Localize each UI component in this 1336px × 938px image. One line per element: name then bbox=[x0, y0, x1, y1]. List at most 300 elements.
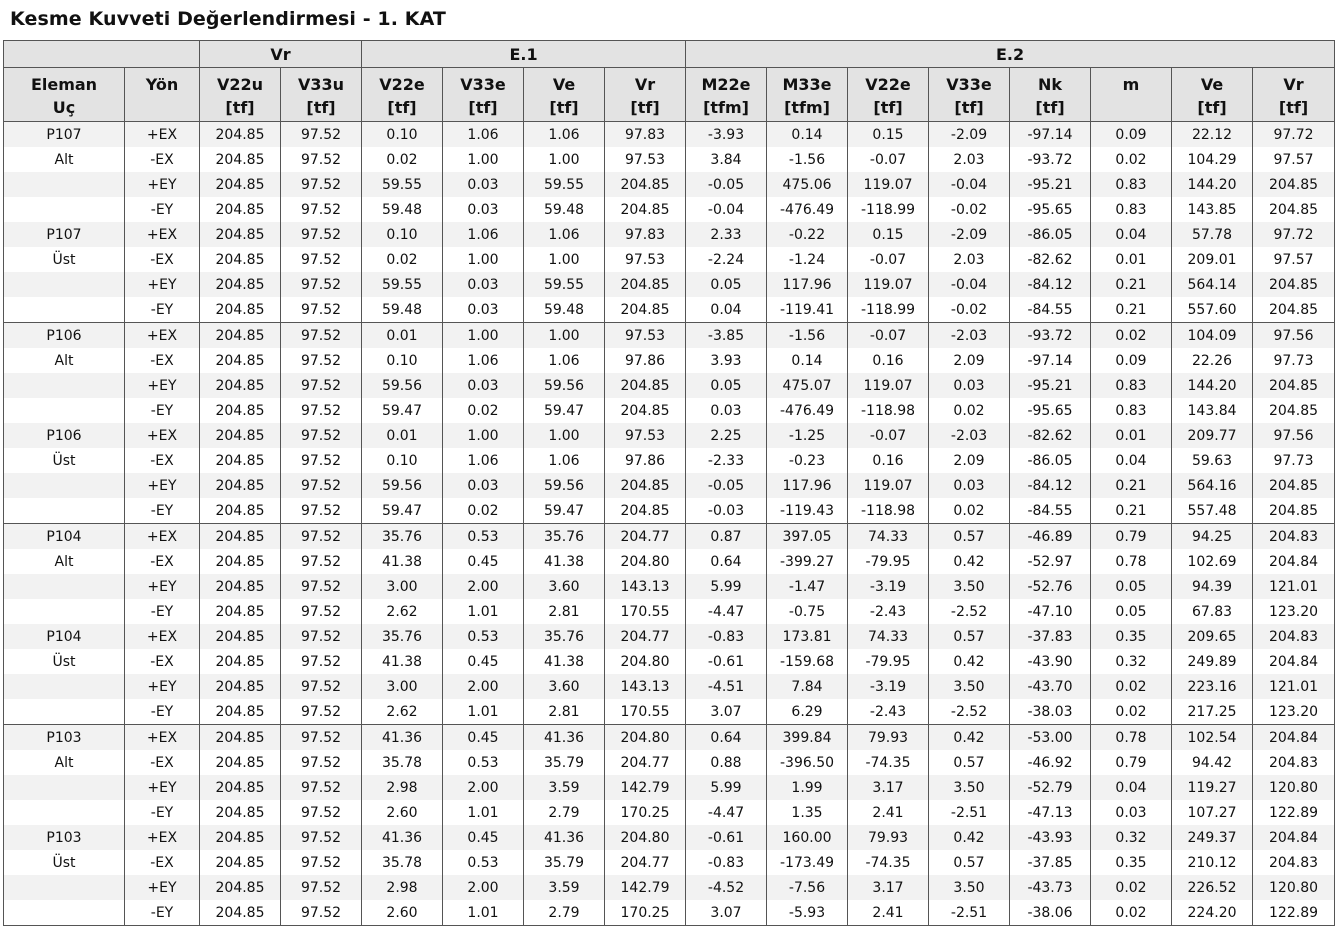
table-cell: -2.09 bbox=[929, 222, 1010, 247]
table-cell: 0.02 bbox=[443, 498, 524, 524]
table-cell bbox=[4, 900, 125, 926]
table-cell: +EY bbox=[125, 272, 200, 297]
table-cell: 0.83 bbox=[1091, 172, 1172, 197]
table-cell: 97.52 bbox=[281, 574, 362, 599]
table-cell: -46.92 bbox=[1010, 750, 1091, 775]
page-title: Kesme Kuvveti Değerlendirmesi - 1. KAT bbox=[10, 8, 446, 30]
table-cell: 97.52 bbox=[281, 373, 362, 398]
column-header-unit: [tfm] bbox=[767, 94, 848, 122]
table-cell: 97.52 bbox=[281, 875, 362, 900]
table-cell: 97.86 bbox=[605, 448, 686, 473]
table-cell: 1.01 bbox=[443, 699, 524, 725]
column-header: V22u bbox=[200, 68, 281, 95]
table-cell: 1.00 bbox=[443, 247, 524, 272]
table-cell: P103 bbox=[4, 725, 125, 751]
table-cell: 142.79 bbox=[605, 775, 686, 800]
table-cell: 399.84 bbox=[767, 725, 848, 751]
table-cell: 104.09 bbox=[1172, 323, 1253, 349]
table-cell: -4.51 bbox=[686, 674, 767, 699]
table-row bbox=[4, 473, 1335, 498]
table-cell: 1.06 bbox=[524, 448, 605, 473]
table-cell: 2.60 bbox=[362, 900, 443, 926]
table-cell: 97.53 bbox=[605, 147, 686, 172]
table-cell: Alt bbox=[4, 750, 125, 775]
table-cell: -2.51 bbox=[929, 900, 1010, 926]
column-header-unit: [tf] bbox=[443, 94, 524, 122]
column-header-unit: [tf] bbox=[200, 94, 281, 122]
table-cell: 121.01 bbox=[1253, 674, 1335, 699]
table-cell: -79.95 bbox=[848, 549, 929, 574]
table-cell: 97.52 bbox=[281, 599, 362, 624]
table-row bbox=[4, 448, 1335, 473]
column-header: Vr bbox=[1253, 68, 1335, 95]
table-cell: 204.85 bbox=[200, 122, 281, 148]
table-cell: 204.84 bbox=[1253, 825, 1335, 850]
table-cell: 1.99 bbox=[767, 775, 848, 800]
table-cell: 0.83 bbox=[1091, 197, 1172, 222]
table-cell: 97.52 bbox=[281, 222, 362, 247]
table-cell: 204.85 bbox=[200, 272, 281, 297]
table-cell: +EX bbox=[125, 624, 200, 649]
table-cell: 142.79 bbox=[605, 875, 686, 900]
table-cell: 97.52 bbox=[281, 473, 362, 498]
table-row bbox=[4, 725, 1335, 751]
table-cell: -1.47 bbox=[767, 574, 848, 599]
column-header: V22e bbox=[848, 68, 929, 95]
table-cell: 41.36 bbox=[524, 725, 605, 751]
table-cell bbox=[4, 297, 125, 323]
table-cell: 59.48 bbox=[362, 197, 443, 222]
table-cell: -82.62 bbox=[1010, 423, 1091, 448]
table-cell: +EX bbox=[125, 323, 200, 349]
column-header: Eleman bbox=[4, 68, 125, 95]
table-cell: 210.12 bbox=[1172, 850, 1253, 875]
table-row bbox=[4, 398, 1335, 423]
table-cell: P104 bbox=[4, 524, 125, 550]
table-cell: -3.19 bbox=[848, 574, 929, 599]
table-cell: 35.78 bbox=[362, 850, 443, 875]
table-cell: 170.25 bbox=[605, 900, 686, 926]
table-cell: 97.52 bbox=[281, 323, 362, 349]
table-cell: -38.06 bbox=[1010, 900, 1091, 926]
table-cell: 2.09 bbox=[929, 448, 1010, 473]
table-cell: 0.03 bbox=[443, 297, 524, 323]
table-cell: 0.78 bbox=[1091, 725, 1172, 751]
table-cell: 0.02 bbox=[362, 247, 443, 272]
table-cell: -173.49 bbox=[767, 850, 848, 875]
table-cell: -EY bbox=[125, 398, 200, 423]
table-row bbox=[4, 323, 1335, 349]
table-cell: -93.72 bbox=[1010, 147, 1091, 172]
table-row bbox=[4, 674, 1335, 699]
table-cell: -EY bbox=[125, 800, 200, 825]
table-row bbox=[4, 900, 1335, 926]
table-cell: 2.81 bbox=[524, 699, 605, 725]
table-cell: -95.65 bbox=[1010, 398, 1091, 423]
table-cell: -EX bbox=[125, 348, 200, 373]
table-row bbox=[4, 574, 1335, 599]
table-cell: 204.85 bbox=[1253, 172, 1335, 197]
table-cell: 204.85 bbox=[200, 147, 281, 172]
table-cell: 119.07 bbox=[848, 172, 929, 197]
table-cell: 97.52 bbox=[281, 247, 362, 272]
table-cell: 120.80 bbox=[1253, 775, 1335, 800]
table-cell: 5.99 bbox=[686, 574, 767, 599]
table-cell: 3.17 bbox=[848, 775, 929, 800]
table-cell: 0.04 bbox=[686, 297, 767, 323]
table-cell: 97.83 bbox=[605, 222, 686, 247]
table-cell: 0.10 bbox=[362, 448, 443, 473]
table-cell: 97.52 bbox=[281, 122, 362, 148]
table-cell: 0.02 bbox=[929, 398, 1010, 423]
table-cell: 204.85 bbox=[1253, 373, 1335, 398]
table-cell: 564.14 bbox=[1172, 272, 1253, 297]
table-cell: -EY bbox=[125, 297, 200, 323]
table-cell: 1.06 bbox=[443, 222, 524, 247]
table-cell: -1.25 bbox=[767, 423, 848, 448]
table-cell: 170.25 bbox=[605, 800, 686, 825]
table-cell: 0.32 bbox=[1091, 649, 1172, 674]
table-cell: 0.53 bbox=[443, 750, 524, 775]
table-cell: -118.98 bbox=[848, 398, 929, 423]
table-row bbox=[4, 875, 1335, 900]
table-cell: 59.47 bbox=[524, 498, 605, 524]
table-cell: -0.83 bbox=[686, 624, 767, 649]
table-cell: -EX bbox=[125, 850, 200, 875]
table-cell: -0.04 bbox=[929, 272, 1010, 297]
table-cell: -4.47 bbox=[686, 599, 767, 624]
table-cell: 170.55 bbox=[605, 599, 686, 624]
table-row bbox=[4, 498, 1335, 524]
table-cell: 59.55 bbox=[362, 272, 443, 297]
table-cell bbox=[4, 875, 125, 900]
table-cell: -2.03 bbox=[929, 323, 1010, 349]
table-cell: 144.20 bbox=[1172, 373, 1253, 398]
table-cell: 41.38 bbox=[524, 649, 605, 674]
table-cell: 97.73 bbox=[1253, 448, 1335, 473]
table-cell: 97.52 bbox=[281, 624, 362, 649]
header-group-blank bbox=[4, 41, 200, 68]
table-row bbox=[4, 825, 1335, 850]
table-cell bbox=[4, 574, 125, 599]
table-cell: Üst bbox=[4, 448, 125, 473]
column-header-unit: [tf] bbox=[1010, 94, 1091, 122]
table-cell: 94.42 bbox=[1172, 750, 1253, 775]
table-cell: 22.12 bbox=[1172, 122, 1253, 148]
table-cell: 117.96 bbox=[767, 272, 848, 297]
column-header-unit: [tf] bbox=[281, 94, 362, 122]
table-cell: 3.93 bbox=[686, 348, 767, 373]
column-header: V33e bbox=[443, 68, 524, 95]
table-cell: 97.52 bbox=[281, 800, 362, 825]
table-cell: 97.52 bbox=[281, 524, 362, 550]
table-cell: 1.06 bbox=[524, 122, 605, 148]
table-cell: 119.07 bbox=[848, 473, 929, 498]
table-row bbox=[4, 272, 1335, 297]
table-cell: -74.35 bbox=[848, 850, 929, 875]
column-header-unit: [tf] bbox=[362, 94, 443, 122]
table-cell: +EY bbox=[125, 473, 200, 498]
table-cell: 0.35 bbox=[1091, 850, 1172, 875]
table-cell: 2.25 bbox=[686, 423, 767, 448]
table-cell: 204.85 bbox=[200, 674, 281, 699]
table-cell: 204.85 bbox=[605, 297, 686, 323]
table-cell: 3.50 bbox=[929, 875, 1010, 900]
table-cell: 0.35 bbox=[1091, 624, 1172, 649]
table-cell: 0.02 bbox=[1091, 900, 1172, 926]
table-cell: 204.77 bbox=[605, 850, 686, 875]
table-cell: 209.65 bbox=[1172, 624, 1253, 649]
table-cell: 0.01 bbox=[1091, 247, 1172, 272]
table-cell: 143.13 bbox=[605, 674, 686, 699]
table-cell: 204.83 bbox=[1253, 524, 1335, 550]
table-cell: -399.27 bbox=[767, 549, 848, 574]
table-cell: 97.73 bbox=[1253, 348, 1335, 373]
table-cell: 2.98 bbox=[362, 875, 443, 900]
table-row bbox=[4, 172, 1335, 197]
table-cell: 3.17 bbox=[848, 875, 929, 900]
table-cell: -4.52 bbox=[686, 875, 767, 900]
table-cell: 0.05 bbox=[686, 272, 767, 297]
column-header-unit: [tfm] bbox=[686, 94, 767, 122]
table-cell: 0.87 bbox=[686, 524, 767, 550]
table-row bbox=[4, 599, 1335, 624]
table-cell: 0.09 bbox=[1091, 122, 1172, 148]
table-cell: 3.50 bbox=[929, 775, 1010, 800]
table-cell: 143.84 bbox=[1172, 398, 1253, 423]
table-cell: Alt bbox=[4, 147, 125, 172]
table-row bbox=[4, 775, 1335, 800]
table-cell bbox=[4, 599, 125, 624]
table-cell: 121.01 bbox=[1253, 574, 1335, 599]
table-cell bbox=[4, 272, 125, 297]
table-cell: 0.57 bbox=[929, 524, 1010, 550]
table-cell: -93.72 bbox=[1010, 323, 1091, 349]
table-cell: -86.05 bbox=[1010, 448, 1091, 473]
table-cell: +EY bbox=[125, 674, 200, 699]
table-cell: 119.07 bbox=[848, 373, 929, 398]
table-row bbox=[4, 197, 1335, 222]
table-cell: -0.02 bbox=[929, 297, 1010, 323]
table-cell: -1.56 bbox=[767, 147, 848, 172]
table-cell: 0.15 bbox=[848, 222, 929, 247]
table-cell: -43.70 bbox=[1010, 674, 1091, 699]
table-cell: 204.83 bbox=[1253, 850, 1335, 875]
table-cell: 97.52 bbox=[281, 398, 362, 423]
table-cell: -2.52 bbox=[929, 699, 1010, 725]
table-cell: 0.03 bbox=[1091, 800, 1172, 825]
column-header: V33e bbox=[929, 68, 1010, 95]
table-cell: -EX bbox=[125, 247, 200, 272]
column-header: Yön bbox=[125, 68, 200, 95]
table-cell: 7.84 bbox=[767, 674, 848, 699]
table-cell: 204.85 bbox=[200, 197, 281, 222]
table-cell: 3.07 bbox=[686, 699, 767, 725]
table-cell: 2.03 bbox=[929, 247, 1010, 272]
table-cell: 59.48 bbox=[524, 197, 605, 222]
table-cell: 0.45 bbox=[443, 825, 524, 850]
table-cell: 0.03 bbox=[443, 172, 524, 197]
table-cell: 1.00 bbox=[443, 423, 524, 448]
table-cell: 0.03 bbox=[443, 197, 524, 222]
table-cell: 204.85 bbox=[200, 448, 281, 473]
table-cell: 204.85 bbox=[200, 323, 281, 349]
table-cell: 3.00 bbox=[362, 674, 443, 699]
column-header-unit: [tf] bbox=[848, 94, 929, 122]
column-header-unit: [tf] bbox=[929, 94, 1010, 122]
table-cell: -43.73 bbox=[1010, 875, 1091, 900]
table-cell: -0.75 bbox=[767, 599, 848, 624]
table-row bbox=[4, 750, 1335, 775]
table-cell: 122.89 bbox=[1253, 800, 1335, 825]
header-group-vr: Vr bbox=[200, 41, 362, 68]
table-cell: +EX bbox=[125, 222, 200, 247]
table-cell: -0.03 bbox=[686, 498, 767, 524]
table-cell: 0.01 bbox=[1091, 423, 1172, 448]
table-cell: 97.86 bbox=[605, 348, 686, 373]
table-cell: 0.03 bbox=[929, 473, 1010, 498]
table-cell: 2.09 bbox=[929, 348, 1010, 373]
table-cell: 3.07 bbox=[686, 900, 767, 926]
column-header: Nk bbox=[1010, 68, 1091, 95]
table-cell: P106 bbox=[4, 423, 125, 448]
table-cell: 204.85 bbox=[200, 524, 281, 550]
column-header-unit bbox=[1091, 94, 1172, 122]
table-cell: 204.85 bbox=[200, 850, 281, 875]
table-cell: 3.50 bbox=[929, 574, 1010, 599]
table-cell bbox=[4, 172, 125, 197]
table-cell: -159.68 bbox=[767, 649, 848, 674]
table-cell: -7.56 bbox=[767, 875, 848, 900]
table-cell: -4.47 bbox=[686, 800, 767, 825]
table-cell: 97.72 bbox=[1253, 222, 1335, 247]
table-cell: 0.42 bbox=[929, 825, 1010, 850]
table-cell: 97.52 bbox=[281, 775, 362, 800]
table-cell: -2.09 bbox=[929, 122, 1010, 148]
table-cell: -84.12 bbox=[1010, 272, 1091, 297]
table-cell: 74.33 bbox=[848, 624, 929, 649]
table-cell: 204.85 bbox=[200, 549, 281, 574]
table-cell: 2.33 bbox=[686, 222, 767, 247]
table-cell: 0.83 bbox=[1091, 398, 1172, 423]
table-cell: -38.03 bbox=[1010, 699, 1091, 725]
table-cell: 0.02 bbox=[1091, 323, 1172, 349]
table-cell: -EX bbox=[125, 448, 200, 473]
table-cell: 74.33 bbox=[848, 524, 929, 550]
table-cell: 94.39 bbox=[1172, 574, 1253, 599]
table-cell: 204.85 bbox=[200, 750, 281, 775]
table-cell: 59.56 bbox=[524, 373, 605, 398]
table-cell: 1.06 bbox=[524, 348, 605, 373]
table-row bbox=[4, 122, 1335, 148]
table-cell: -0.07 bbox=[848, 423, 929, 448]
table-cell: 204.85 bbox=[200, 775, 281, 800]
table-cell: 2.00 bbox=[443, 775, 524, 800]
table-cell: 204.77 bbox=[605, 624, 686, 649]
table-cell: -84.55 bbox=[1010, 498, 1091, 524]
table-cell: Alt bbox=[4, 549, 125, 574]
table-cell: -43.90 bbox=[1010, 649, 1091, 674]
table-cell: 204.85 bbox=[200, 473, 281, 498]
table-cell: -84.12 bbox=[1010, 473, 1091, 498]
table-cell: 97.56 bbox=[1253, 423, 1335, 448]
table-cell: 0.78 bbox=[1091, 549, 1172, 574]
table-cell: 97.52 bbox=[281, 297, 362, 323]
table-cell: -0.02 bbox=[929, 197, 1010, 222]
table-cell: 204.85 bbox=[200, 423, 281, 448]
table-cell: 204.85 bbox=[200, 875, 281, 900]
table-cell: 2.60 bbox=[362, 800, 443, 825]
table-row bbox=[4, 348, 1335, 373]
table-row bbox=[4, 247, 1335, 272]
table-cell: 204.80 bbox=[605, 825, 686, 850]
table-cell: 204.84 bbox=[1253, 725, 1335, 751]
table-cell: 59.56 bbox=[362, 373, 443, 398]
table-cell: 97.52 bbox=[281, 448, 362, 473]
table-cell: 59.56 bbox=[524, 473, 605, 498]
table-cell: 1.00 bbox=[524, 147, 605, 172]
table-cell: -1.24 bbox=[767, 247, 848, 272]
table-cell: 204.85 bbox=[1253, 297, 1335, 323]
table-cell: 1.06 bbox=[524, 222, 605, 247]
column-header: M33e bbox=[767, 68, 848, 95]
table-cell: 475.07 bbox=[767, 373, 848, 398]
table-cell: 59.55 bbox=[524, 172, 605, 197]
table-cell: 0.42 bbox=[929, 649, 1010, 674]
table-cell: 1.00 bbox=[443, 323, 524, 349]
table-cell: 204.85 bbox=[605, 197, 686, 222]
table-cell: 0.04 bbox=[1091, 775, 1172, 800]
table-cell: +EX bbox=[125, 524, 200, 550]
table-cell: 97.83 bbox=[605, 122, 686, 148]
table-cell: 97.52 bbox=[281, 147, 362, 172]
table-cell: 67.83 bbox=[1172, 599, 1253, 624]
table-cell: 170.55 bbox=[605, 699, 686, 725]
table-cell: P104 bbox=[4, 624, 125, 649]
table-cell: -0.07 bbox=[848, 247, 929, 272]
table-cell: 0.02 bbox=[929, 498, 1010, 524]
table-row bbox=[4, 297, 1335, 323]
table-cell: 209.77 bbox=[1172, 423, 1253, 448]
table-cell: 204.85 bbox=[200, 574, 281, 599]
table-cell: -0.61 bbox=[686, 825, 767, 850]
table-cell: 97.52 bbox=[281, 725, 362, 751]
table-cell: 102.69 bbox=[1172, 549, 1253, 574]
column-header: Vr bbox=[605, 68, 686, 95]
table-cell: -43.93 bbox=[1010, 825, 1091, 850]
table-cell: -1.56 bbox=[767, 323, 848, 349]
table-cell bbox=[4, 473, 125, 498]
table-cell: 397.05 bbox=[767, 524, 848, 550]
table-cell: -118.99 bbox=[848, 197, 929, 222]
table-cell: 104.29 bbox=[1172, 147, 1253, 172]
table-cell: 2.00 bbox=[443, 574, 524, 599]
table-cell: 204.85 bbox=[200, 725, 281, 751]
table-cell: 3.50 bbox=[929, 674, 1010, 699]
table-cell: 2.81 bbox=[524, 599, 605, 624]
table-cell: +EY bbox=[125, 775, 200, 800]
table-cell: 204.85 bbox=[605, 172, 686, 197]
table-cell: 122.89 bbox=[1253, 900, 1335, 926]
table-cell: -396.50 bbox=[767, 750, 848, 775]
table-cell: 564.16 bbox=[1172, 473, 1253, 498]
table-cell: 59.47 bbox=[362, 398, 443, 423]
header-group-e2: E.2 bbox=[686, 41, 1335, 68]
table-cell: 204.85 bbox=[1253, 272, 1335, 297]
table-cell: 204.83 bbox=[1253, 750, 1335, 775]
table-cell: 249.37 bbox=[1172, 825, 1253, 850]
table-cell: 0.10 bbox=[362, 122, 443, 148]
